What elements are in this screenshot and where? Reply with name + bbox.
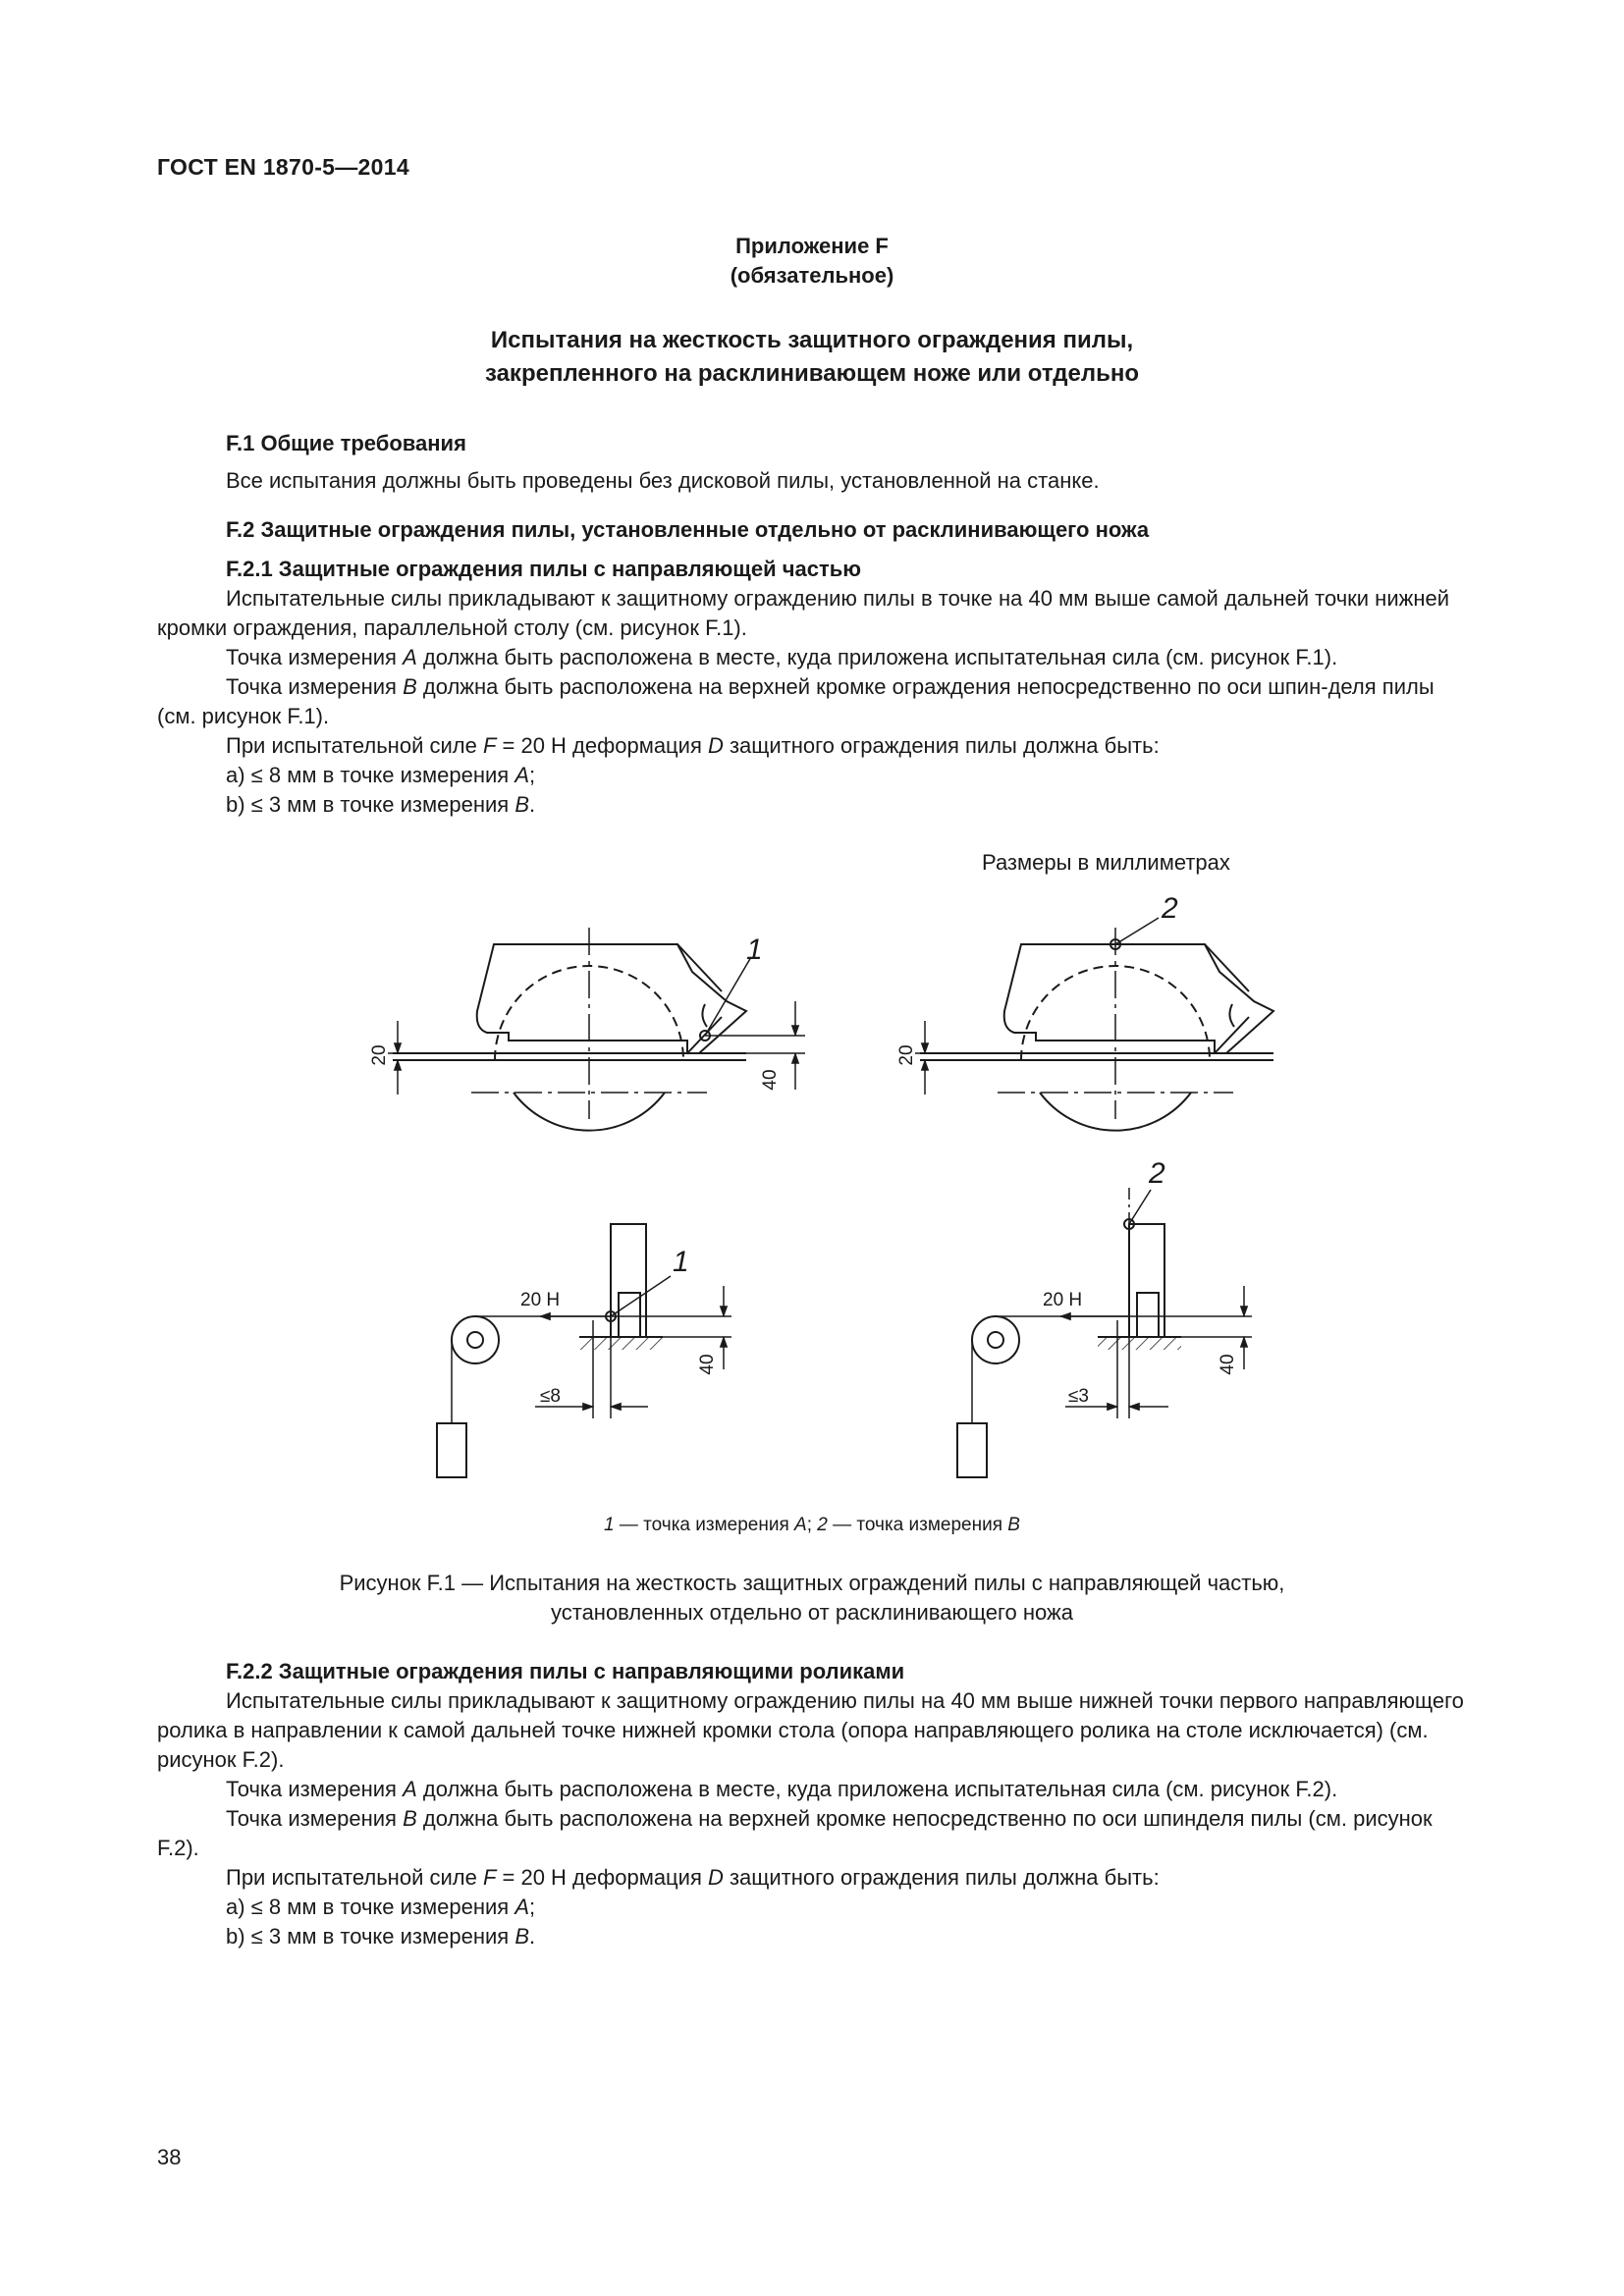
callout-2-top: 2 [1162,892,1178,925]
figure-caption [0,1569,1624,1628]
callout-2-leader [1115,918,1159,944]
top-left-view [388,928,805,1131]
section-f21-paragraph-1: Испытательные силы прикладывают к защитному ограждению пилы в точке на 40 мм выше самой дальней точки нижней кромки ограждения, параллельной столу (см. рисунок F.1). [157,586,1450,640]
section-f1-heading: F.1 Общие требования [226,431,466,455]
top-right-view [915,918,1273,1131]
guide-part [1137,1293,1159,1337]
table-hatching [1098,1337,1181,1350]
figure-caption-line-1: Рисунок F.1 — Испытания на жесткость защитных ограждений пилы с направляющей частью, [339,1571,1285,1595]
dimensions-note: Размеры в миллиметрах [982,850,1230,875]
annex-title: Приложение F [735,234,889,258]
pulley-hub [988,1332,1003,1348]
guide-curve [1229,1004,1234,1027]
section-f22 [157,1657,1473,1951]
pulley [972,1316,1019,1363]
callout-2-bottom: 2 [1149,1157,1165,1190]
callout-2-leader [1129,1190,1151,1224]
figure-caption-line-2: установленных отдельно от расклинивающего ножа [550,1600,1073,1625]
le8-label: ≤8 [540,1386,561,1407]
section-f21-paragraph-4: При испытательной силе F = 20 Н деформация D защитного ограждения пилы должна быть: [226,733,1160,758]
pulley [452,1316,499,1363]
page-number: 38 [157,2145,182,2169]
weight [437,1423,466,1477]
bottom-right-view [957,1188,1252,1477]
force-label: 20 Н [520,1290,561,1310]
force-label: 20 Н [1043,1290,1083,1310]
section-f21-item-b: b) ≤ 3 мм в точке измерения B. [226,792,536,817]
guide-curve [702,1004,707,1027]
annex-heading-line-1: Испытания на жесткость защитного ограждения пилы, [490,327,1134,353]
callout-1-top: 1 [746,934,763,966]
section-f21-paragraph-2: Точка измерения A должна быть расположена в месте, куда приложена испытательная сила (см. рисунок F.1). [226,645,1338,669]
callout-1-leader [705,957,751,1036]
dim-20-label: 20 [369,1044,390,1066]
section-f21-item-a: a) ≤ 8 мм в точке измерения A; [226,763,536,787]
dim-40-label: 40 [1218,1354,1238,1375]
section-f2-heading: F.2 Защитные ограждения пилы, установленные отдельно от расклинивающего ножа [226,517,1150,542]
section-f21-heading: F.2.1 Защитные ограждения пилы с направляющей частью [226,557,862,581]
callout-1-bottom: 1 [673,1246,689,1278]
section-f22-item-a: a) ≤ 8 мм в точке измерения A; [226,1895,536,1919]
section-f22-paragraph-4: При испытательной силе F = 20 Н деформация D защитного ограждения пилы должна быть: [226,1865,1160,1890]
annex-heading-line-2: закрепленного на расклинивающем ноже или отдельно [484,360,1140,387]
section-f22-item-b: b) ≤ 3 мм в точке измерения B. [226,1924,536,1949]
guide-edge [1205,944,1249,991]
dim-20-label: 20 [896,1044,917,1066]
section-f22-paragraph-3: Точка измерения B должна быть расположена на верхней кромке непосредственно по оси шпинделя пилы (см. рисунок F.2). [157,1806,1433,1860]
table-hatching [579,1337,663,1350]
dim-40-label: 40 [760,1069,781,1091]
annex-status: (обязательное) [730,263,894,288]
section-f22-heading: F.2.2 Защитные ограждения пилы с направляющими роликами [226,1659,905,1683]
section-f22-paragraph-2: Точка измерения A должна быть расположена в месте, куда приложена испытательная сила (см. рисунок F.2). [226,1777,1338,1801]
section-f1-text: Все испытания должны быть проведены без дисковой пилы, установленной на станке. [226,468,1100,493]
document-header: ГОСТ EN 1870-5—2014 [157,154,409,180]
dim-40-label: 40 [697,1354,718,1375]
le3-label: ≤3 [1068,1386,1089,1407]
pulley-hub [467,1332,483,1348]
guide-edge [677,944,722,991]
section-f22-paragraph-1: Испытательные силы прикладывают к защитному ограждению пилы на 40 мм выше нижней точки первого направляющего ролика в направлении к самой дальней точке нижней кромки стола (опора направляющего ролика на столе исключается) (см. рисунок F.2). [157,1688,1464,1772]
weight [957,1423,987,1477]
section-f21-paragraph-3: Точка измерения B должна быть расположена на верхней кромке ограждения непосредственно по оси шпин-деля пилы (см. рисунок F.1). [157,674,1435,728]
figure-legend: 1 — точка измерения A; 2 — точка измерения B [604,1515,1020,1535]
